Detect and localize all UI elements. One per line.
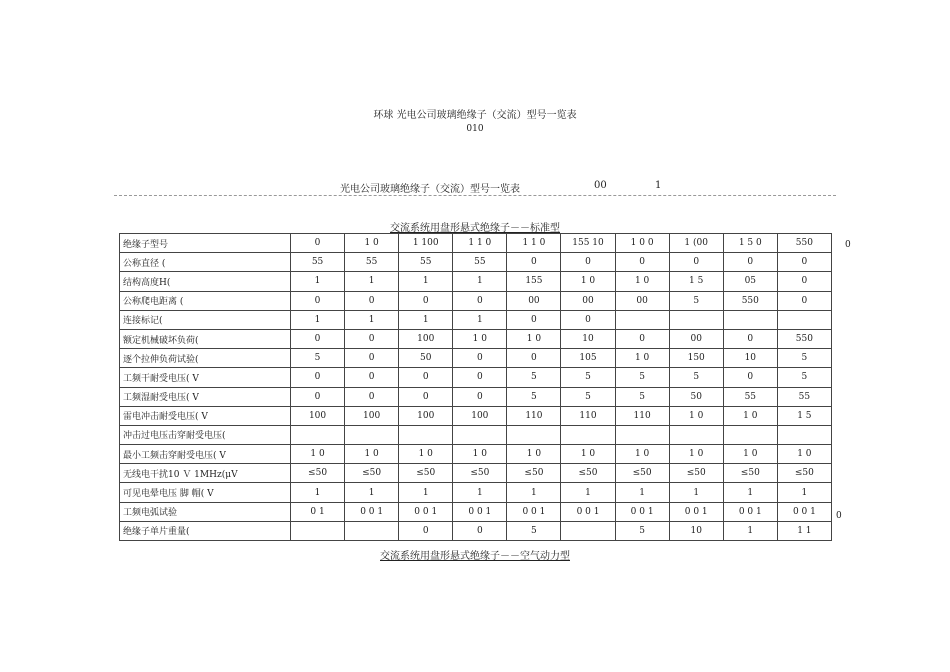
table-cell: 5 bbox=[507, 387, 561, 406]
section-title-aerodynamic-text: 交流系统用盘形悬式绝缘子－－空气动力型 bbox=[380, 551, 570, 562]
table-cell: 1 bbox=[507, 483, 561, 502]
table-cell: 550 bbox=[777, 329, 831, 348]
table-cell: 5 bbox=[669, 291, 723, 310]
table-row bbox=[120, 406, 832, 425]
table-cell: 1 0 bbox=[453, 445, 507, 464]
table-cell bbox=[615, 310, 669, 329]
table-cell: 0 0 1 bbox=[615, 502, 669, 521]
table-cell: 1 100 bbox=[399, 234, 453, 253]
table-cell bbox=[615, 425, 669, 444]
row-label: 无线电干扰10 Ｖ 1MHz(μV bbox=[120, 464, 291, 483]
table-cell: 55 bbox=[723, 387, 777, 406]
table-cell: 0 bbox=[723, 253, 777, 272]
table-cell: 0 0 1 bbox=[399, 502, 453, 521]
table-cell: 0 0 1 bbox=[561, 502, 615, 521]
table-cell: 1 0 bbox=[723, 406, 777, 425]
table-row bbox=[120, 329, 832, 348]
table-cell: 0 bbox=[561, 310, 615, 329]
header-number-2: 1 bbox=[655, 180, 662, 191]
header-number-1: 00 bbox=[594, 180, 607, 191]
table-cell: 0 bbox=[399, 368, 453, 387]
table-cell: 1 0 bbox=[615, 349, 669, 368]
table-cell: 100 bbox=[453, 406, 507, 425]
table-cell: 5 bbox=[507, 521, 561, 540]
table-cell: 0 bbox=[453, 521, 507, 540]
table-cell: 0 bbox=[453, 387, 507, 406]
table-cell: 100 bbox=[399, 406, 453, 425]
row-label: 连接标记( bbox=[120, 310, 291, 329]
table-cell: 0 bbox=[615, 329, 669, 348]
table-cell: 1 bbox=[615, 483, 669, 502]
table-row bbox=[120, 521, 832, 540]
table-cell: 00 bbox=[561, 291, 615, 310]
table-row bbox=[120, 272, 832, 291]
table-cell: 5 bbox=[615, 387, 669, 406]
table-cell: 10 bbox=[561, 329, 615, 348]
table-cell: 1 bbox=[453, 310, 507, 329]
table-cell: 1 bbox=[669, 483, 723, 502]
table-cell: 1 0 bbox=[615, 445, 669, 464]
table-cell: 1 0 bbox=[345, 234, 399, 253]
table-cell: 1 0 bbox=[291, 445, 345, 464]
table-cell: 0 0 1 bbox=[777, 502, 831, 521]
table-cell bbox=[777, 425, 831, 444]
row-label: 工频湿耐受电压( V bbox=[120, 387, 291, 406]
table-cell: 1 bbox=[777, 483, 831, 502]
table-cell: 0 bbox=[453, 368, 507, 387]
table-cell: 1 0 bbox=[507, 445, 561, 464]
document-subtitle: 010 bbox=[466, 124, 484, 134]
table-cell: 0 bbox=[507, 253, 561, 272]
table-row bbox=[120, 349, 832, 368]
table-row bbox=[120, 483, 832, 502]
table-cell: 1 bbox=[399, 483, 453, 502]
table-cell: 1 1 bbox=[777, 521, 831, 540]
table-cell: 1 0 bbox=[561, 445, 615, 464]
table-cell bbox=[399, 425, 453, 444]
table-cell: 5 bbox=[507, 368, 561, 387]
table-cell: 0 0 1 bbox=[453, 502, 507, 521]
table-cell: 1 bbox=[723, 521, 777, 540]
table-cell: 0 bbox=[507, 349, 561, 368]
table-cell: 0 bbox=[723, 368, 777, 387]
table-cell: 100 bbox=[291, 406, 345, 425]
table-cell: 10 bbox=[723, 349, 777, 368]
table-cell: 55 bbox=[453, 253, 507, 272]
table-cell: 1 0 bbox=[669, 445, 723, 464]
table-cell: 55 bbox=[291, 253, 345, 272]
row-label: 公称爬电距离 ( bbox=[120, 291, 291, 310]
table-cell: 0 bbox=[291, 368, 345, 387]
row-label: 冲击过电压击穿耐受电压( bbox=[120, 425, 291, 444]
table-cell: 110 bbox=[507, 406, 561, 425]
table-cell: 1 0 0 bbox=[615, 234, 669, 253]
table-cell: 0 0 1 bbox=[345, 502, 399, 521]
table-cell: 155 10 bbox=[561, 234, 615, 253]
table-cell: 550 bbox=[777, 234, 831, 253]
table-cell: 1 0 bbox=[777, 445, 831, 464]
table-cell: 0 bbox=[777, 291, 831, 310]
table-cell: 1 bbox=[561, 483, 615, 502]
table-cell: 1 0 bbox=[453, 329, 507, 348]
table-cell bbox=[561, 521, 615, 540]
table-cell: 1 bbox=[291, 272, 345, 291]
table-cell: 0 bbox=[291, 387, 345, 406]
table-cell: 05 bbox=[723, 272, 777, 291]
table-cell: 0 bbox=[777, 253, 831, 272]
table-cell: 0 bbox=[345, 368, 399, 387]
table-cell: 0 bbox=[399, 387, 453, 406]
table-cell bbox=[777, 310, 831, 329]
section-title-aerodynamic bbox=[0, 547, 950, 562]
table-cell: 0 1 bbox=[291, 502, 345, 521]
table-cell: 0 0 1 bbox=[669, 502, 723, 521]
table-row bbox=[120, 253, 832, 272]
table-cell: 00 bbox=[507, 291, 561, 310]
table-cell: 0 bbox=[345, 291, 399, 310]
table-cell: ≤50 bbox=[399, 464, 453, 483]
table-cell: 0 bbox=[453, 349, 507, 368]
table-cell: 1 0 bbox=[669, 406, 723, 425]
document-title: 环球 光电公司玻璃绝缘子（交流）型号一览表 bbox=[373, 110, 577, 121]
table-cell: 50 bbox=[399, 349, 453, 368]
table-cell: 0 bbox=[561, 253, 615, 272]
table-cell bbox=[453, 425, 507, 444]
table-cell: 55 bbox=[777, 387, 831, 406]
table-cell: 1 bbox=[453, 272, 507, 291]
row-label: 结构高度H( bbox=[120, 272, 291, 291]
table-cell: 1 1 0 bbox=[507, 234, 561, 253]
table-cell: 5 bbox=[615, 521, 669, 540]
section-title-standard-text: 交流系统用盘形悬式绝缘子－－标准型 bbox=[390, 223, 560, 234]
table-cell bbox=[561, 425, 615, 444]
table-cell: 10 bbox=[669, 521, 723, 540]
header-divider bbox=[114, 195, 836, 196]
table-cell: 0 0 1 bbox=[507, 502, 561, 521]
table-cell: ≤50 bbox=[777, 464, 831, 483]
table-cell: 1 0 bbox=[723, 445, 777, 464]
table-cell: 100 bbox=[345, 406, 399, 425]
table-cell: 155 bbox=[507, 272, 561, 291]
table-cell: 00 bbox=[669, 329, 723, 348]
row-tail-mark: 0 bbox=[836, 511, 842, 521]
row-label: 逐个拉伸负荷试验( bbox=[120, 349, 291, 368]
table-cell: 1 0 bbox=[345, 445, 399, 464]
table-cell: ≤50 bbox=[345, 464, 399, 483]
table-cell: 0 0 1 bbox=[723, 502, 777, 521]
spec-table-body bbox=[120, 234, 832, 541]
table-cell: 5 bbox=[615, 368, 669, 387]
table-cell: 1 bbox=[345, 483, 399, 502]
table-cell: 0 bbox=[399, 291, 453, 310]
table-cell: 0 bbox=[669, 253, 723, 272]
row-label: 可见电晕电压 脚 帽( V bbox=[120, 483, 291, 502]
table-cell: 1 0 bbox=[561, 272, 615, 291]
table-row bbox=[120, 425, 832, 444]
table-cell: 5 bbox=[777, 349, 831, 368]
table-cell bbox=[507, 425, 561, 444]
row-label: 绝缘子单片重量( bbox=[120, 521, 291, 540]
header-title: 光电公司玻璃绝缘子（交流）型号一览表 bbox=[340, 184, 520, 195]
table-cell: 1 1 0 bbox=[453, 234, 507, 253]
table-cell bbox=[669, 425, 723, 444]
table-cell bbox=[291, 425, 345, 444]
table-cell: 1 bbox=[453, 483, 507, 502]
table-cell: 1 5 bbox=[669, 272, 723, 291]
table-cell bbox=[345, 425, 399, 444]
table-cell: 0 bbox=[723, 329, 777, 348]
table-cell: 50 bbox=[669, 387, 723, 406]
table-cell: 0 bbox=[345, 349, 399, 368]
table-cell: ≤50 bbox=[561, 464, 615, 483]
table-cell: ≤50 bbox=[723, 464, 777, 483]
table-cell: 5 bbox=[291, 349, 345, 368]
table-cell: 5 bbox=[561, 368, 615, 387]
table-row bbox=[120, 445, 832, 464]
table-cell: 5 bbox=[561, 387, 615, 406]
spec-table bbox=[119, 233, 832, 541]
table-cell: 550 bbox=[723, 291, 777, 310]
row-label: 公称直径 ( bbox=[120, 253, 291, 272]
table-cell: 0 bbox=[345, 329, 399, 348]
table-cell: 1 bbox=[291, 483, 345, 502]
table-cell: 1 bbox=[399, 310, 453, 329]
table-row bbox=[120, 291, 832, 310]
row-label: 额定机械破坏负荷( bbox=[120, 329, 291, 348]
table-cell: 55 bbox=[345, 253, 399, 272]
row-label: 绝缘子型号 bbox=[120, 234, 291, 253]
table-cell: 100 bbox=[399, 329, 453, 348]
table-row bbox=[120, 368, 832, 387]
table-cell: 110 bbox=[561, 406, 615, 425]
table-cell: 1 bbox=[345, 272, 399, 291]
table-cell: 00 bbox=[615, 291, 669, 310]
table-cell: 1 5 0 bbox=[723, 234, 777, 253]
table-cell: 1 0 bbox=[507, 329, 561, 348]
table-row bbox=[120, 310, 832, 329]
table-cell bbox=[345, 521, 399, 540]
table-cell: 0 bbox=[615, 253, 669, 272]
table-cell: 150 bbox=[669, 349, 723, 368]
table-cell: ≤50 bbox=[507, 464, 561, 483]
table-cell: 1 0 bbox=[399, 445, 453, 464]
table-cell: 1 bbox=[723, 483, 777, 502]
table-cell: 5 bbox=[669, 368, 723, 387]
table-row bbox=[120, 502, 832, 521]
table-cell: 1 bbox=[345, 310, 399, 329]
table-cell bbox=[291, 521, 345, 540]
table-cell: 0 bbox=[291, 234, 345, 253]
table-cell: 110 bbox=[615, 406, 669, 425]
table-cell: 105 bbox=[561, 349, 615, 368]
table-row bbox=[120, 464, 832, 483]
table-cell: 1 0 bbox=[615, 272, 669, 291]
table-cell bbox=[669, 310, 723, 329]
table-cell: ≤50 bbox=[615, 464, 669, 483]
table-cell: 0 bbox=[291, 329, 345, 348]
row-label: 最小工频击穿耐受电压( V bbox=[120, 445, 291, 464]
row-label: 工频干耐受电压( V bbox=[120, 368, 291, 387]
table-cell: 1 bbox=[291, 310, 345, 329]
section-title-standard bbox=[0, 219, 950, 234]
table-cell bbox=[723, 425, 777, 444]
table-cell: 55 bbox=[399, 253, 453, 272]
table-cell: 0 bbox=[345, 387, 399, 406]
table-cell: 0 bbox=[291, 291, 345, 310]
row-tail-mark: 0 bbox=[845, 240, 851, 250]
row-label: 雷电冲击耐受电压( V bbox=[120, 406, 291, 425]
row-label: 工频电弧试验 bbox=[120, 502, 291, 521]
table-cell: ≤50 bbox=[291, 464, 345, 483]
table-cell: 1 5 bbox=[777, 406, 831, 425]
table-cell: 0 bbox=[453, 291, 507, 310]
table-cell bbox=[723, 310, 777, 329]
table-cell: 0 bbox=[507, 310, 561, 329]
table-cell: 1 (00 bbox=[669, 234, 723, 253]
table-cell: 0 bbox=[777, 272, 831, 291]
table-row bbox=[120, 387, 832, 406]
table-cell: 0 bbox=[399, 521, 453, 540]
table-cell: 1 bbox=[399, 272, 453, 291]
table-row bbox=[120, 234, 832, 253]
table-cell: ≤50 bbox=[669, 464, 723, 483]
table-cell: 5 bbox=[777, 368, 831, 387]
table-cell: ≤50 bbox=[453, 464, 507, 483]
